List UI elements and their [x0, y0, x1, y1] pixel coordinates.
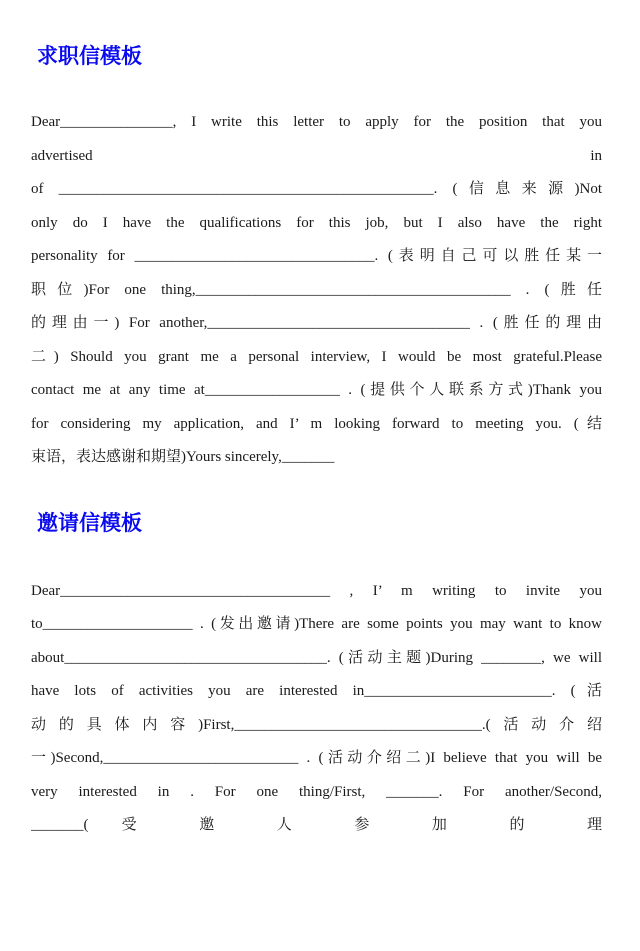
text-line: 的理由一) For another,___________________________________ . (胜任的理由: [31, 315, 602, 331]
text-line: Dear____________________________________ , I’ m writing to invite you: [31, 582, 602, 599]
text-line: very interested in . For one thing/First, _______. For another/Second,: [31, 783, 602, 800]
text-line: Dear_______________, I write this letter to apply for the position that you: [31, 114, 602, 130]
text-line: 束语，表达感谢和期望)Yours sincerely,_______: [31, 449, 335, 465]
text-line: of __________________________________________________. (信息来源)Not: [31, 181, 602, 197]
invitation-letter-paragraph: [31, 575, 602, 843]
text-line: 二) Should you grant me a personal interview, I would be most grateful.Please: [31, 348, 602, 365]
section-title-invitation-letter-template: 邀请信模板: [37, 511, 142, 535]
text-line: have lots of activities you are interested in_________________________. (活: [31, 683, 602, 699]
text-line: only do I have the qualifications for this job, but I also have the right: [31, 214, 602, 231]
text-line: 一)Second,__________________________ . (活动介绍二)I believe that you will be: [31, 750, 602, 766]
text-line: 职位)For one thing,__________________________________________ . (胜任: [31, 281, 602, 298]
text-line: for considering my application, and I’ m looking forward to meeting you. (结: [31, 415, 602, 432]
text-line: 动的具体内容)First,_________________________________.(活动介绍: [31, 716, 602, 733]
text-line: _______( 受 邀 人 参 加 的 理: [31, 817, 602, 833]
section-title-job-application-letter-template: 求职信模板: [37, 45, 142, 68]
text-line: to____________________ . (发出邀请)There are some points you may want to know: [31, 616, 602, 632]
text-line: personality for ________________________________. (表明自己可以胜任某一: [31, 248, 602, 264]
job-application-letter-paragraph: [31, 106, 602, 475]
text-line: contact me at any time at__________________ . (提供个人联系方式)Thank you: [31, 382, 602, 398]
text-line: about___________________________________. (活动主题)During ________, we will: [31, 649, 602, 666]
document-page: [0, 46, 640, 951]
text-line: advertised in: [31, 147, 602, 164]
